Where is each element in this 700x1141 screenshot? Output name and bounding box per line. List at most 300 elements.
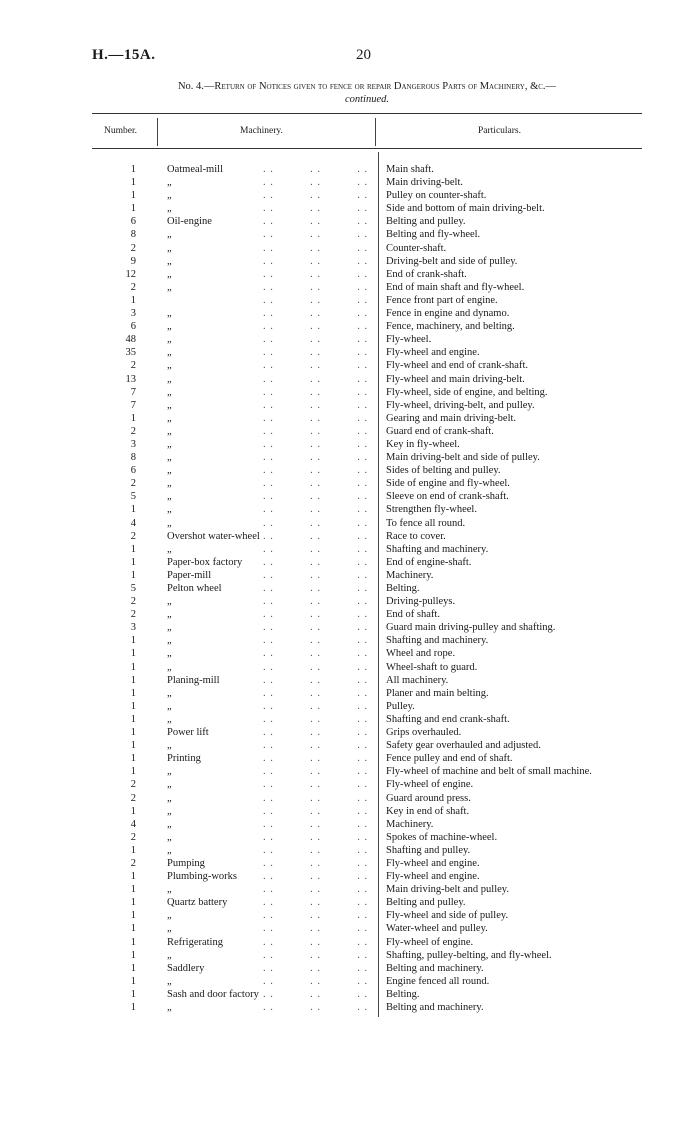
row-machinery: „	[167, 740, 172, 752]
row-particulars: End of shaft.	[386, 609, 440, 621]
row-particulars: Fly-wheel and end of crank-shaft.	[386, 360, 528, 372]
leader-dots: . . . . . .	[263, 556, 369, 568]
leader-dots: . . . . . .	[263, 360, 369, 372]
table-row	[0, 805, 700, 818]
leader-dots: . . . . . .	[263, 321, 369, 333]
leader-dots: . . . . . .	[263, 674, 369, 686]
row-number: 1	[130, 753, 136, 765]
table-row	[0, 503, 700, 516]
leader-dots: . . . . . .	[263, 164, 369, 175]
table-row	[0, 896, 700, 909]
row-number: 1	[130, 923, 136, 935]
row-number: 6	[130, 216, 136, 228]
leader-dots: . . . . . .	[263, 713, 369, 725]
leader-dots: . . . . . .	[263, 648, 369, 660]
row-particulars: Sleeve on end of crank-shaft.	[386, 491, 509, 503]
row-machinery: „	[167, 700, 172, 712]
row-particulars: Machinery.	[386, 569, 434, 581]
column-divider-particulars-header	[375, 118, 376, 146]
table-row	[0, 215, 700, 228]
table-row	[0, 543, 700, 556]
row-number: 7	[130, 386, 136, 398]
row-machinery: „	[167, 412, 172, 424]
row-particulars: Fly-wheel and engine.	[386, 857, 480, 869]
table-row	[0, 228, 700, 241]
leader-dots: . . . . . .	[263, 687, 369, 699]
row-number: 2	[130, 530, 136, 542]
row-particulars: Pulley on counter-shaft.	[386, 190, 487, 202]
leader-dots: . . . . . .	[263, 988, 369, 1000]
table-row	[0, 778, 700, 791]
row-particulars: End of engine-shaft.	[386, 556, 472, 568]
row-number: 2	[130, 596, 136, 608]
row-number: 1	[130, 556, 136, 568]
leader-dots: . . . . . .	[263, 399, 369, 411]
leader-dots: . . . . . .	[263, 177, 369, 189]
row-machinery: „	[167, 517, 172, 529]
row-number: 1	[130, 936, 136, 948]
title-main: Return of Notices given to fence or repair Dangerous Parts of Machinery, &c.—	[214, 81, 557, 92]
leader-dots: . . . . . .	[263, 373, 369, 385]
table-row	[0, 739, 700, 752]
row-machinery: „	[167, 713, 172, 725]
row-machinery: „	[167, 360, 172, 372]
row-particulars: Fly-wheel and engine.	[386, 871, 480, 883]
column-header-machinery: Machinery.	[240, 126, 283, 136]
row-particulars: Key in end of shaft.	[386, 805, 470, 817]
row-number: 2	[130, 857, 136, 869]
row-particulars: Fly-wheel of machine and belt of small machine.	[386, 766, 592, 778]
row-particulars: Engine fenced all round.	[386, 975, 490, 987]
table-row	[0, 674, 700, 687]
row-particulars: Belting and pulley.	[386, 897, 466, 909]
leader-dots: . . . . . .	[263, 517, 369, 529]
row-particulars: Shafting and machinery.	[386, 635, 489, 647]
row-particulars: To fence all round.	[386, 517, 466, 529]
leader-dots: . . . . . .	[263, 871, 369, 883]
table-title	[92, 80, 642, 106]
row-particulars: Shafting, pulley-belting, and fly-wheel.	[386, 949, 552, 961]
table-row	[0, 922, 700, 935]
leader-dots: . . . . . .	[263, 268, 369, 280]
row-machinery: „	[167, 596, 172, 608]
row-number: 4	[130, 517, 136, 529]
row-number: 1	[130, 177, 136, 189]
table-row	[0, 490, 700, 503]
row-machinery: „	[167, 975, 172, 987]
row-particulars: Belting.	[386, 583, 420, 594]
row-particulars: Fly-wheel of engine.	[386, 936, 474, 948]
row-machinery: „	[167, 884, 172, 896]
leader-dots: . . . . . .	[263, 949, 369, 961]
row-machinery: Printing	[167, 753, 201, 765]
row-machinery: „	[167, 373, 172, 385]
table-row	[0, 936, 700, 949]
leader-dots: . . . . . .	[263, 491, 369, 503]
table-body	[0, 163, 700, 1014]
row-particulars: Wheel-shaft to guard.	[386, 661, 478, 673]
row-machinery: „	[167, 190, 172, 202]
row-number: 1	[130, 164, 136, 175]
row-particulars: Machinery.	[386, 818, 434, 830]
row-number: 2	[130, 425, 136, 437]
row-particulars: Driving-pulleys.	[386, 596, 456, 608]
leader-dots: . . . . . .	[263, 465, 369, 477]
row-number: 2	[130, 792, 136, 804]
leader-dots: . . . . . .	[263, 936, 369, 948]
table-row	[0, 294, 700, 307]
row-particulars: Race to cover.	[386, 530, 446, 542]
table-row	[0, 647, 700, 660]
row-machinery: „	[167, 609, 172, 621]
leader-dots: . . . . . .	[263, 753, 369, 765]
table-row	[0, 634, 700, 647]
row-particulars: Shafting and machinery.	[386, 543, 489, 555]
row-number: 1	[130, 988, 136, 1000]
table-row	[0, 713, 700, 726]
row-machinery: „	[167, 648, 172, 660]
table-row	[0, 975, 700, 988]
row-machinery: Planing-mill	[167, 674, 220, 686]
leader-dots: . . . . . .	[263, 857, 369, 869]
table-row	[0, 661, 700, 674]
row-machinery: „	[167, 805, 172, 817]
table-row	[0, 844, 700, 857]
page-number: 20	[356, 47, 371, 63]
table-row	[0, 386, 700, 399]
row-machinery: Saddlery	[167, 962, 205, 974]
leader-dots: . . . . . .	[263, 609, 369, 621]
row-number: 1	[130, 713, 136, 725]
row-machinery: „	[167, 635, 172, 647]
leader-dots: . . . . . .	[263, 910, 369, 922]
table-row	[0, 726, 700, 739]
row-number: 48	[125, 334, 136, 346]
leader-dots: . . . . . .	[263, 622, 369, 634]
table-row	[0, 962, 700, 975]
table-row	[0, 857, 700, 870]
leader-dots: . . . . . .	[263, 1002, 369, 1013]
table-row	[0, 333, 700, 346]
row-number: 1	[130, 949, 136, 961]
table-row	[0, 1001, 700, 1014]
row-number: 1	[130, 975, 136, 987]
row-particulars: Fence in engine and dynamo.	[386, 308, 510, 320]
row-number: 1	[130, 700, 136, 712]
leader-dots: . . . . . .	[263, 504, 369, 516]
table-row	[0, 412, 700, 425]
table-row	[0, 883, 700, 896]
row-machinery: „	[167, 766, 172, 778]
row-particulars: Fly-wheel, driving-belt, and pulley.	[386, 399, 535, 411]
leader-dots: . . . . . .	[263, 438, 369, 450]
leader-dots: . . . . . .	[263, 281, 369, 293]
row-machinery: „	[167, 831, 172, 843]
leader-dots: . . . . . .	[263, 294, 369, 306]
row-particulars: Fly-wheel, side of engine, and belting.	[386, 386, 548, 398]
row-machinery: „	[167, 818, 172, 830]
row-number: 1	[130, 294, 136, 306]
leader-dots: . . . . . .	[263, 478, 369, 490]
row-particulars: Belting and machinery.	[386, 962, 484, 974]
leader-dots: . . . . . .	[263, 635, 369, 647]
row-machinery: „	[167, 438, 172, 450]
row-machinery: Refrigerating	[167, 936, 223, 948]
row-machinery: „	[167, 844, 172, 856]
table-row	[0, 556, 700, 569]
row-particulars: Fly-wheel and main driving-belt.	[386, 373, 525, 385]
table-row	[0, 569, 700, 582]
table-row	[0, 752, 700, 765]
row-machinery: „	[167, 478, 172, 490]
table-row	[0, 359, 700, 372]
leader-dots: . . . . . .	[263, 386, 369, 398]
leader-dots: . . . . . .	[263, 242, 369, 254]
row-number: 1	[130, 766, 136, 778]
row-particulars: Fence pulley and end of shaft.	[386, 753, 513, 765]
row-machinery: Pelton wheel	[167, 583, 222, 594]
row-number: 8	[130, 452, 136, 464]
row-machinery: „	[167, 923, 172, 935]
row-machinery: „	[167, 452, 172, 464]
row-number: 1	[130, 190, 136, 202]
table-row	[0, 582, 700, 595]
row-number: 1	[130, 674, 136, 686]
row-machinery: Oil-engine	[167, 216, 212, 228]
row-particulars: Belting and fly-wheel.	[386, 229, 481, 241]
row-number: 2	[130, 360, 136, 372]
leader-dots: . . . . . .	[263, 543, 369, 555]
leader-dots: . . . . . .	[263, 779, 369, 791]
table-row	[0, 202, 700, 215]
row-number: 3	[130, 622, 136, 634]
row-number: 1	[130, 543, 136, 555]
row-number: 1	[130, 648, 136, 660]
column-header-particulars: Particulars.	[478, 126, 522, 136]
table-row	[0, 373, 700, 386]
row-machinery: „	[167, 504, 172, 516]
table-row	[0, 831, 700, 844]
row-particulars: Side and bottom of main driving-belt.	[386, 203, 545, 215]
row-number: 12	[125, 268, 136, 280]
row-particulars: Guard main driving-pulley and shafting.	[386, 622, 556, 634]
leader-dots: . . . . . .	[263, 884, 369, 896]
row-machinery: „	[167, 779, 172, 791]
row-number: 2	[130, 779, 136, 791]
row-particulars: Fly-wheel and side of pulley.	[386, 910, 509, 922]
table-row	[0, 307, 700, 320]
row-number: 1	[130, 687, 136, 699]
row-particulars: Side of engine and fly-wheel.	[386, 478, 510, 490]
row-number: 1	[130, 897, 136, 909]
leader-dots: . . . . . .	[263, 308, 369, 320]
table-header-rule	[92, 148, 642, 149]
leader-dots: . . . . . .	[263, 596, 369, 608]
row-machinery: Plumbing-works	[167, 871, 238, 883]
leader-dots: . . . . . .	[263, 792, 369, 804]
column-header-number: Number.	[104, 126, 137, 136]
leader-dots: . . . . . .	[263, 334, 369, 346]
row-particulars: Key in fly-wheel.	[386, 438, 460, 450]
leader-dots: . . . . . .	[263, 452, 369, 464]
leader-dots: . . . . . .	[263, 962, 369, 974]
row-number: 1	[130, 504, 136, 516]
row-number: 8	[130, 229, 136, 241]
row-particulars: Shafting and pulley.	[386, 844, 471, 856]
table-row	[0, 595, 700, 608]
row-particulars: End of crank-shaft.	[386, 268, 467, 280]
row-machinery: „	[167, 465, 172, 477]
row-particulars: Gearing and main driving-belt.	[386, 412, 517, 424]
row-number: 1	[130, 871, 136, 883]
row-particulars: Main driving-belt and pulley.	[386, 884, 509, 896]
row-machinery: „	[167, 347, 172, 359]
table-row	[0, 477, 700, 490]
row-machinery: „	[167, 255, 172, 267]
leader-dots: . . . . . .	[263, 347, 369, 359]
row-number: 1	[130, 727, 136, 739]
table-row	[0, 451, 700, 464]
row-particulars: Main shaft.	[386, 164, 434, 175]
row-particulars: Main driving-belt.	[386, 177, 463, 189]
row-number: 5	[130, 491, 136, 503]
row-machinery: „	[167, 321, 172, 333]
row-machinery: „	[167, 177, 172, 189]
row-particulars: Driving-belt and side of pulley.	[386, 255, 518, 267]
leader-dots: . . . . . .	[263, 661, 369, 673]
table-row	[0, 949, 700, 962]
table-row	[0, 517, 700, 530]
column-divider-number	[157, 118, 158, 146]
table-top-rule	[92, 113, 642, 114]
row-particulars: Safety gear overhauled and adjusted.	[386, 740, 541, 752]
row-number: 7	[130, 399, 136, 411]
leader-dots: . . . . . .	[263, 727, 369, 739]
title-prefix: No. 4.—	[177, 81, 215, 92]
row-machinery: „	[167, 1002, 172, 1013]
row-machinery: „	[167, 242, 172, 254]
row-machinery: Sash and door factory	[167, 988, 259, 1000]
row-number: 1	[130, 962, 136, 974]
row-number: 2	[130, 609, 136, 621]
table-row	[0, 281, 700, 294]
row-particulars: Water-wheel and pulley.	[386, 923, 488, 935]
leader-dots: . . . . . .	[263, 216, 369, 228]
row-machinery: „	[167, 334, 172, 346]
row-machinery: „	[167, 386, 172, 398]
row-machinery: „	[167, 910, 172, 922]
table-row	[0, 163, 700, 176]
row-machinery: Quartz battery	[167, 897, 228, 909]
table-row	[0, 189, 700, 202]
row-particulars: Belting.	[386, 988, 420, 1000]
row-number: 5	[130, 583, 136, 594]
table-row	[0, 792, 700, 805]
row-number: 4	[130, 818, 136, 830]
row-particulars: Planer and main belting.	[386, 687, 489, 699]
row-number: 2	[130, 478, 136, 490]
row-particulars: All machinery.	[386, 674, 449, 686]
row-machinery: „	[167, 949, 172, 961]
row-machinery: „	[167, 281, 172, 293]
leader-dots: . . . . . .	[263, 831, 369, 843]
table-row	[0, 425, 700, 438]
row-number: 1	[130, 844, 136, 856]
row-number: 2	[130, 242, 136, 254]
row-number: 1	[130, 884, 136, 896]
row-machinery: „	[167, 268, 172, 280]
row-particulars: Belting and pulley.	[386, 216, 466, 228]
row-number: 1	[130, 805, 136, 817]
table-row	[0, 909, 700, 922]
table-row	[0, 464, 700, 477]
leader-dots: . . . . . .	[263, 530, 369, 542]
row-number: 2	[130, 831, 136, 843]
row-machinery: „	[167, 399, 172, 411]
row-number: 1	[130, 910, 136, 922]
table-row	[0, 765, 700, 778]
row-number: 1	[130, 661, 136, 673]
row-machinery: „	[167, 661, 172, 673]
row-particulars: Counter-shaft.	[386, 242, 447, 254]
row-particulars: Fly-wheel and engine.	[386, 347, 480, 359]
table-row	[0, 242, 700, 255]
row-machinery: „	[167, 687, 172, 699]
row-particulars: Sides of belting and pulley.	[386, 465, 501, 477]
row-particulars: Shafting and end crank-shaft.	[386, 713, 510, 725]
leader-dots: . . . . . .	[263, 255, 369, 267]
leader-dots: . . . . . .	[263, 844, 369, 856]
row-particulars: End of main shaft and fly-wheel.	[386, 281, 525, 293]
table-row	[0, 346, 700, 359]
row-particulars: Fly-wheel.	[386, 334, 432, 346]
table-row	[0, 176, 700, 189]
leader-dots: . . . . . .	[263, 740, 369, 752]
title-continued: continued.	[344, 94, 390, 105]
row-machinery: „	[167, 792, 172, 804]
row-particulars: Fly-wheel of engine.	[386, 779, 474, 791]
leader-dots: . . . . . .	[263, 805, 369, 817]
row-number: 35	[125, 347, 136, 359]
table-row	[0, 687, 700, 700]
leader-dots: . . . . . .	[263, 975, 369, 987]
leader-dots: . . . . . .	[263, 190, 369, 202]
row-number: 6	[130, 321, 136, 333]
leader-dots: . . . . . .	[263, 425, 369, 437]
row-number: 1	[130, 412, 136, 424]
row-particulars: Belting and machinery.	[386, 1002, 484, 1013]
row-number: 3	[130, 438, 136, 450]
row-number: 6	[130, 465, 136, 477]
row-machinery: „	[167, 425, 172, 437]
row-particulars: Guard around press.	[386, 792, 471, 804]
table-row	[0, 255, 700, 268]
row-machinery: „	[167, 203, 172, 215]
table-row	[0, 988, 700, 1001]
row-number: 2	[130, 281, 136, 293]
table-row	[0, 818, 700, 831]
table-row	[0, 530, 700, 543]
table-row	[0, 438, 700, 451]
leader-dots: . . . . . .	[263, 923, 369, 935]
row-particulars: Fence, machinery, and belting.	[386, 321, 515, 333]
leader-dots: . . . . . .	[263, 229, 369, 241]
leader-dots: . . . . . .	[263, 569, 369, 581]
row-particulars: Wheel and rope.	[386, 648, 456, 660]
row-number: 1	[130, 635, 136, 647]
row-machinery: Paper-mill	[167, 569, 212, 581]
row-number: 1	[130, 203, 136, 215]
